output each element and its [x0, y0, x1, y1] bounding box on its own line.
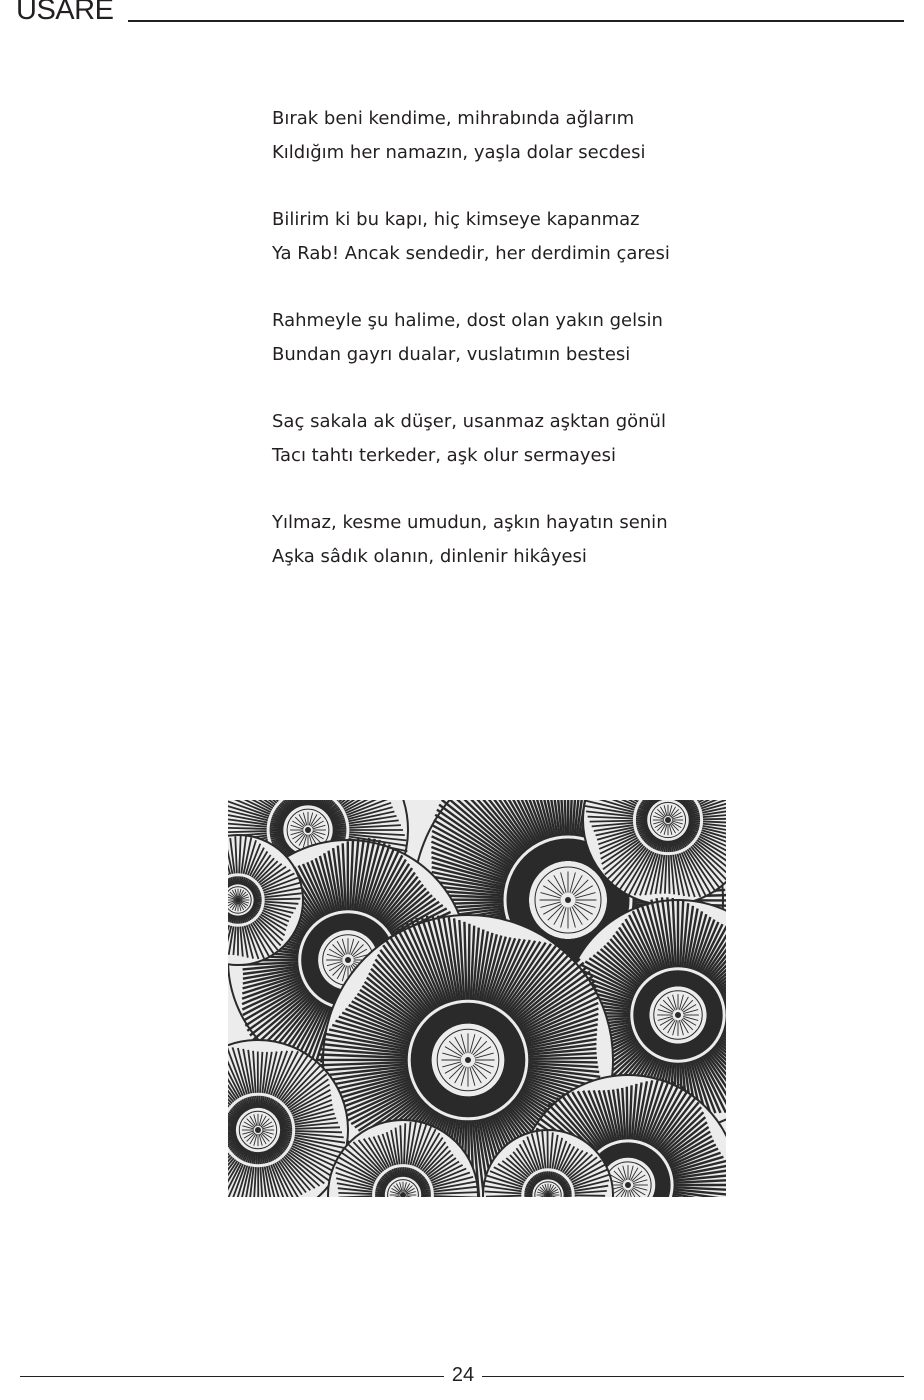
poem [272, 102, 792, 607]
page-footer [0, 1360, 924, 1394]
poem-line: Kıldığım her namazın, yaşla dolar secdesi [272, 142, 646, 163]
poem-line: Saç sakala ak düşer, usanmaz aşktan gönül [272, 411, 666, 432]
page-number: 24 [451, 1364, 475, 1386]
running-header [16, 0, 906, 30]
poem-line: Bilirim ki bu kapı, hiç kimseye kapanmaz [272, 209, 640, 230]
footer-rule-left [20, 1376, 444, 1377]
header-title: USARE [16, 0, 114, 26]
floral-illustration [228, 800, 726, 1197]
stanza [272, 405, 792, 473]
poem-line: Tacı tahtı terkeder, aşk olur sermayesi [272, 445, 616, 466]
poem-line: Yılmaz, kesme umudun, aşkın hayatın senin [272, 512, 668, 533]
stanza [272, 102, 792, 170]
header-rule [128, 20, 904, 22]
stanza [272, 304, 792, 372]
poem-line: Rahmeyle şu halime, dost olan yakın gelsin [272, 310, 663, 331]
poem-line: Aşka sâdık olanın, dinlenir hikâyesi [272, 546, 587, 567]
poem-line: Ya Rab! Ancak sendedir, her derdimin çaresi [272, 243, 670, 264]
poem-line: Bundan gayrı dualar, vuslatımın bestesi [272, 344, 631, 365]
poem-line: Bırak beni kendime, mihrabında ağlarım [272, 108, 635, 129]
floral-pattern-image [228, 800, 726, 1197]
stanza [272, 506, 792, 574]
footer-rule-right [482, 1376, 904, 1377]
stanza [272, 203, 792, 271]
